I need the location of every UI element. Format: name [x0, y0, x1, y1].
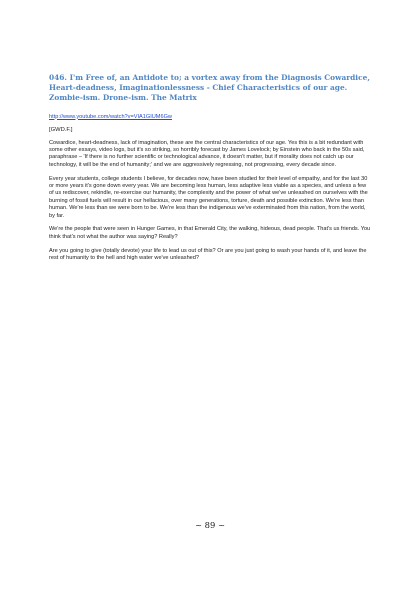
youtube-link[interactable]: http://www.youtube.com/watch?v=VIA1GIUM6Gw	[49, 113, 172, 120]
author-tag: [GWD.F.]	[49, 126, 73, 133]
paragraph: Are you going to give (totally devote) your life to lead us out of this? Or are you just going to wash your hands of it, and leave the rest of humanity to the hell and high water we've unleashed?	[49, 247, 367, 262]
paragraph: We're the people that were seen in Hunger Games, in that Emerald City, the walking, hideous, dead people. That's us friends. You think that's not what the author was saying? Really?	[49, 226, 371, 240]
paragraph: Every year students, college students I believe, for decades now, have been studied for their level of empathy, and for the last 30 or more years it's gone down every year. We are becoming less human, less adaptive less viable as a species, and unless a few of us rediscover, rekindle, re-exercise our humanity, the complexity and the power of what we've unleashed on ourselves with the burning of fossil fuels will result in our hellacious, over many generations, torture, death and possible extinction. We're less than human. We're less than we were born to be. We're less than the indigenous we've exterminated from this nation, from the world, by far.	[49, 175, 368, 219]
essay-heading: 046. I'm Free of, an Antidote to; a vortex away from the Diagnosis Cowardice, Heart-deadness, Imaginationlessness - Chief Characteristics of our age. Zombie-ism. Drone-ism. The Matrix	[49, 73, 370, 103]
document-body	[49, 73, 372, 269]
paragraph: Cowardice, heart-deadness, lack of imagination, these are the central characteristics of our age. Yes this is a bit redundant with some other essays, video logs, but it's so striking, so horribly forecast by James Lovelock; by Einstein who back in the 50s said, paraphrase – 'If there is no further scientific or technological advance, it doesn't matter, but if morality does not catch up our technology, it will be the end of humanity;' and we are aggressively regressing, not progressing, every decade since.	[49, 139, 365, 168]
page-number: ~ 89 ~	[194, 520, 226, 530]
